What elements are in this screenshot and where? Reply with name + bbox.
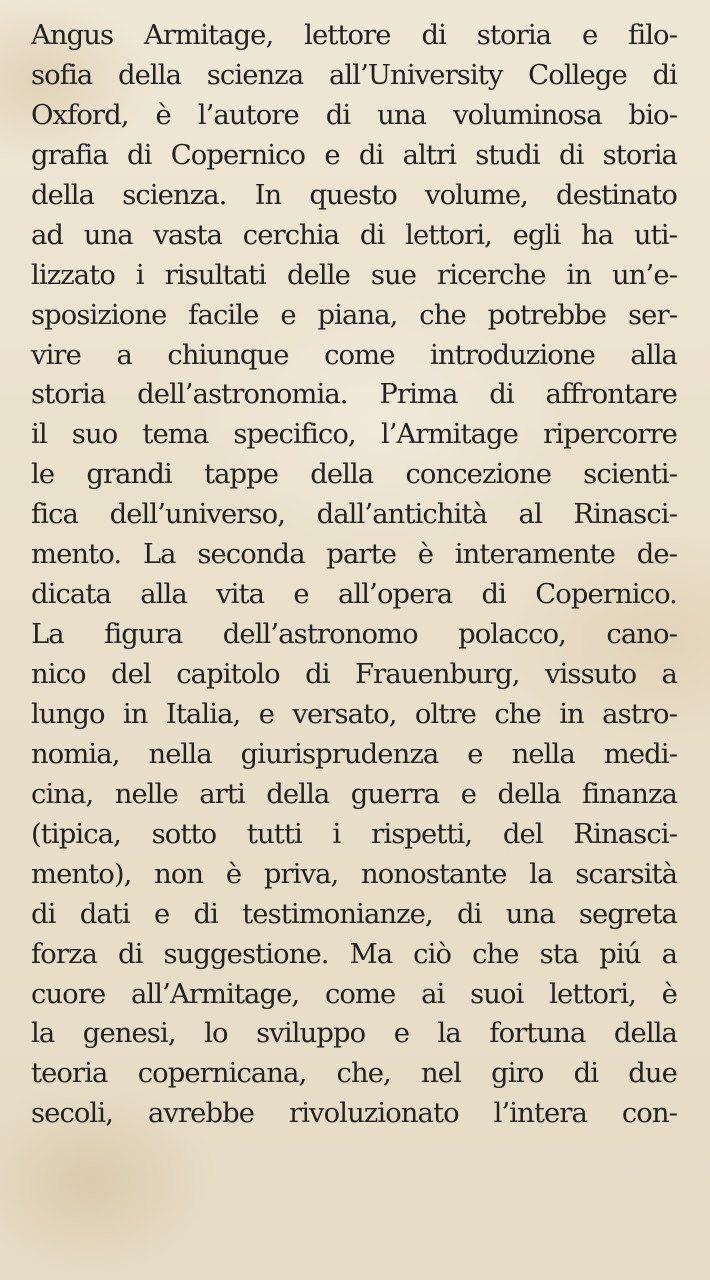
text-line-5: della scienza. In questo volume, destinato: [31, 179, 677, 211]
text-line-28: secoli, avrebbe rivoluzionato l’intera con-: [31, 1098, 677, 1130]
text-line-4: grafia di Copernico e di altri studi di storia: [31, 139, 677, 171]
text-line-20: cina, nelle arti della guerra e della finanza: [31, 778, 677, 810]
text-line-1: Angus Armitage, lettore di storia e filo-: [31, 20, 677, 51]
text-line-3: Oxford, è l’autore di una voluminosa bio-: [31, 99, 677, 131]
text-line-21: (tipica, sotto tutti i rispetti, del Rinasci-: [31, 818, 677, 850]
text-line-9: vire a chiunque come introduzione alla: [31, 339, 677, 371]
text-line-15: dicata alla vita e all’opera di Copernico.: [31, 579, 677, 611]
text-line-7: lizzato i risultati delle sue ricerche in un’e-: [31, 259, 677, 291]
body-paragraph: [31, 16, 677, 1134]
text-line-13: fica dell’universo, dall’antichità al Rinasci-: [31, 499, 677, 531]
text-line-12: le grandi tappe della concezione scienti-: [31, 459, 677, 491]
text-line-16: La figura dell’astronomo polacco, cano-: [31, 619, 677, 651]
text-line-14: mento. La seconda parte è interamente de-: [31, 539, 677, 571]
text-line-27: teoria copernicana, che, nel giro di due: [31, 1058, 677, 1090]
text-line-19: nomia, nella giurisprudenza e nella medi-: [31, 738, 677, 770]
text-line-24: forza di suggestione. Ma ciò che sta piú a: [31, 938, 677, 970]
text-line-10: storia dell’astronomia. Prima di affrontare: [31, 379, 677, 411]
text-line-17: nico del capitolo di Frauenburg, vissuto a: [31, 659, 677, 690]
text-line-23: di dati e di testimonianze, di una segreta: [31, 898, 677, 930]
text-line-26: la genesi, lo sviluppo e la fortuna della: [31, 1018, 677, 1050]
text-line-25: cuore all’Armitage, come ai suoi lettori, è: [31, 978, 677, 1010]
text-line-2: sofia della scienza all’University College di: [31, 59, 677, 91]
text-line-8: sposizione facile e piana, che potrebbe ser-: [31, 299, 677, 331]
text-line-22: mento), non è priva, nonostante la scarsità: [31, 858, 677, 890]
text-line-6: ad una vasta cerchia di lettori, egli ha uti-: [31, 219, 677, 251]
text-line-18: lungo in Italia, e versato, oltre che in astro-: [31, 698, 677, 730]
text-line-11: il suo tema specifico, l’Armitage ripercorre: [31, 419, 677, 451]
